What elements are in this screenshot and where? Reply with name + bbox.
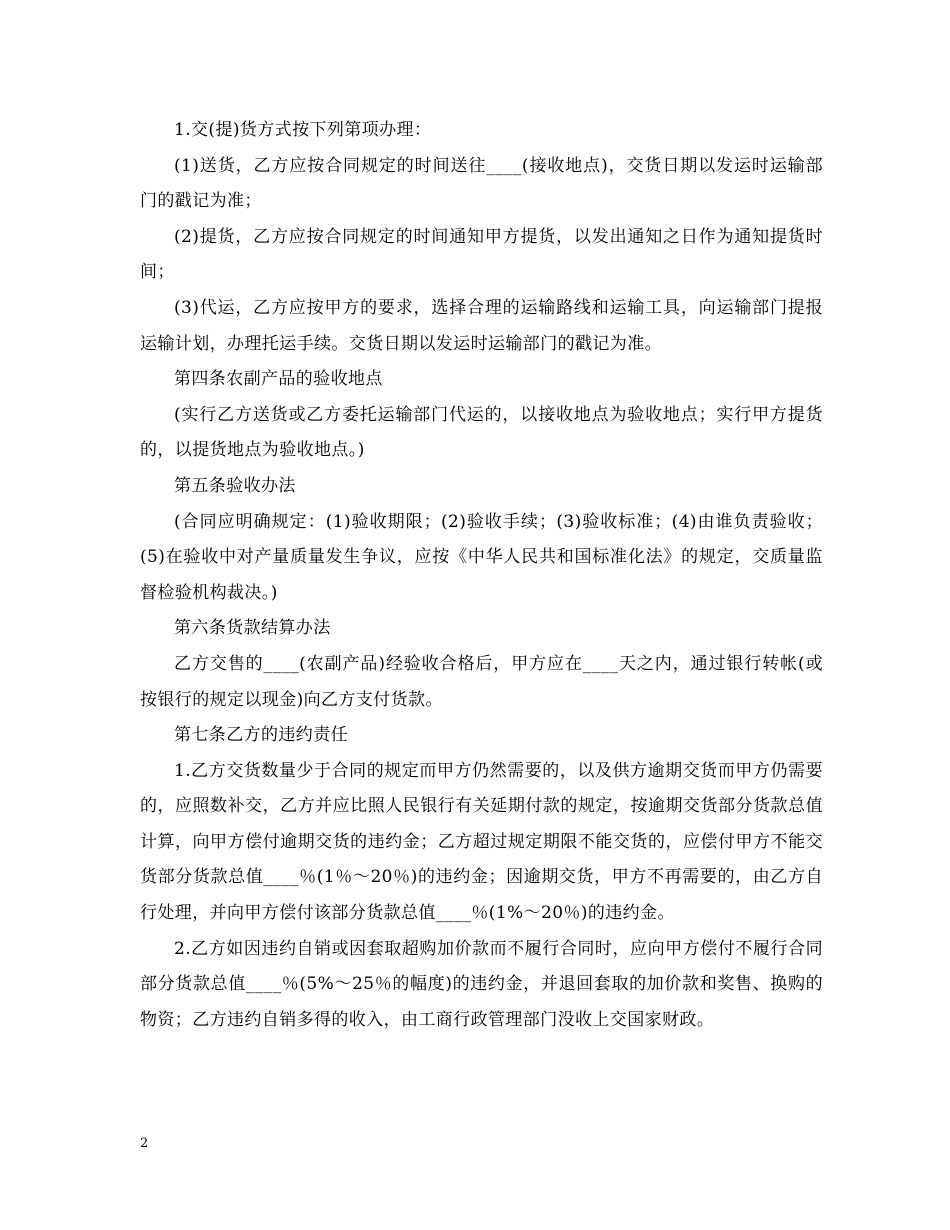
paragraph-article-7-clause-1: 1.乙方交货数量少于合同的规定而甲方仍然需要的，以及供方逾期交货而甲方仍需要的，应照数补交，乙方并应比照人民银行有关延期付款的规定，按逾期交货部分货款总值计算，向甲方偿付逾期交货的违约金；乙方超过规定期限不能交货的，应偿付甲方不能交货部分货款总值____％(1％～20％)的违约金；因逾期交货，甲方不再需要的，由乙方自行处理，并向甲方偿付该部分货款总值____％(1%～20％)的违约金。 [140, 760, 823, 924]
paragraph-delivery-option-1: (1)送货，乙方应按合同规定的时间送往____(接收地点)，交货日期以发运时运输部门的戳记为准； [140, 155, 823, 212]
paragraph-delivery-method: 1.交(提)货方式按下列第项办理： [174, 120, 432, 140]
paragraph-article-7-clause-2: 2.乙方如因违约自销或因套取超购加价款而不履行合同时，应向甲方偿付不履行合同部分货款总值____％(5%～25％的幅度)的违约金，并退回套取的加价款和奖售、换购的物资；乙方违约自销多得的收入，由工商行政管理部门没收上交国家财政。 [140, 938, 823, 1030]
document-body [140, 113, 823, 1038]
heading-article-5: 第五条验收办法 [174, 475, 296, 496]
page-number: 2 [140, 1136, 149, 1151]
paragraph-article-4-body: (实行乙方送货或乙方委托运输部门代运的，以接收地点为验收地点；实行甲方提货的，以提货地点为验收地点。) [140, 404, 823, 461]
paragraph-delivery-option-2: (2)提货，乙方应按合同规定的时间通知甲方提货，以发出通知之日作为通知提货时间； [140, 226, 823, 283]
paragraph-delivery-option-3: (3)代运，乙方应按甲方的要求，选择合理的运输路线和运输工具，向运输部门提报运输计划，办理托运手续。交货日期以发运时运输部门的戳记为准。 [140, 297, 823, 354]
heading-article-7: 第七条乙方的违约责任 [174, 725, 348, 746]
paragraph-article-6-body: 乙方交售的____(农副产品)经验收合格后，甲方应在____天之内，通过银行转帐(或按银行的规定以现金)向乙方支付货款。 [140, 653, 823, 710]
paragraph-article-5-body: (合同应明确规定：(1)验收期限；(2)验收手续；(3)验收标准；(4)由谁负责验收；(5)在验收中对产量质量发生争议，应按《中华人民共和国标准化法》的规定，交质量监督检验机构裁决。) [140, 511, 823, 603]
heading-article-4: 第四条农副产品的验收地点 [174, 369, 383, 390]
heading-article-6: 第六条货款结算办法 [174, 618, 331, 639]
